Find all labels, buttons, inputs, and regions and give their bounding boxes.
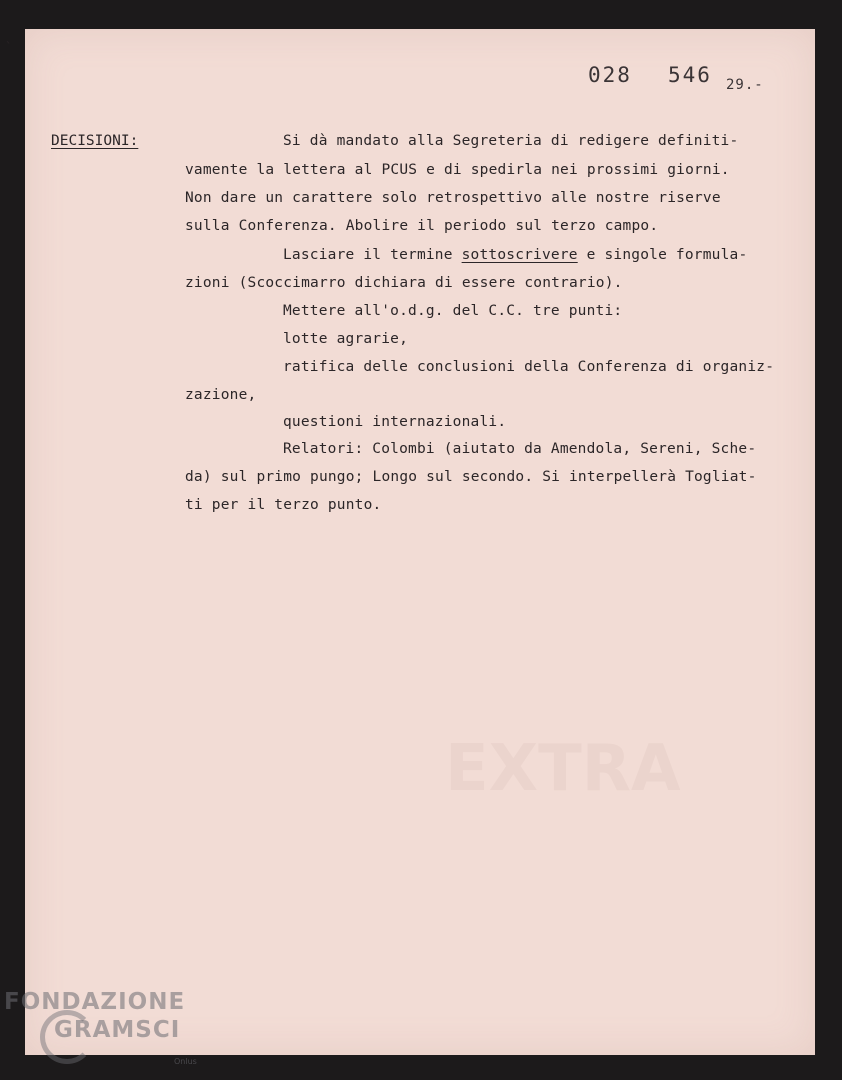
logo-ring-icon [40,1010,94,1064]
doc-number-part-2: 546 [668,63,712,87]
paper-watermark: EXTRA [445,732,681,806]
section-heading: DECISIONI: [51,133,139,149]
text-line: zioni (Scoccimarro dichiara di essere contrario). [185,275,623,291]
text-line: Si dà mandato alla Segreteria di redigere definiti- [283,133,739,149]
text-line: Mettere all'o.d.g. del C.C. tre punti: [283,303,623,319]
doc-number-part-1: 028 [588,63,632,87]
logo-line-1: FONDAZIONE [4,989,186,1015]
text-segment: e singole formula- [577,247,748,263]
text-line [283,247,747,263]
corner-mark: ` [5,40,13,54]
text-line: zazione, [185,387,257,403]
text-line: ratifica delle conclusioni della Conferenza di organiz- [283,359,775,375]
text-line: lotte agrarie, [283,331,409,347]
fondazione-gramsci-logo [4,988,197,1066]
text-line: Relatori: Colombi (aiutato da Amendola, Sereni, Sche- [283,441,757,457]
logo-line-2: GRAMSCI [54,1017,181,1043]
text-line: ti per il terzo punto. [185,497,382,513]
text-line: questioni internazionali. [283,414,507,430]
text-line: vamente la lettera al PCUS e di spedirla nei prossimi giorni. [185,162,730,178]
logo-subtitle: Onlus [174,1057,197,1066]
underlined-term: sottoscrivere [461,247,578,263]
text-segment: Lasciare il termine [283,247,462,263]
page-number: 29.- [726,77,764,93]
text-line: Non dare un carattere solo retrospettivo alle nostre riserve [185,190,721,206]
text-line: sulla Conferenza. Abolire il periodo sul terzo campo. [185,218,659,234]
text-line: da) sul primo pungo; Longo sul secondo. Si interpellerà Togliat- [185,469,757,485]
document-page [25,29,815,1055]
